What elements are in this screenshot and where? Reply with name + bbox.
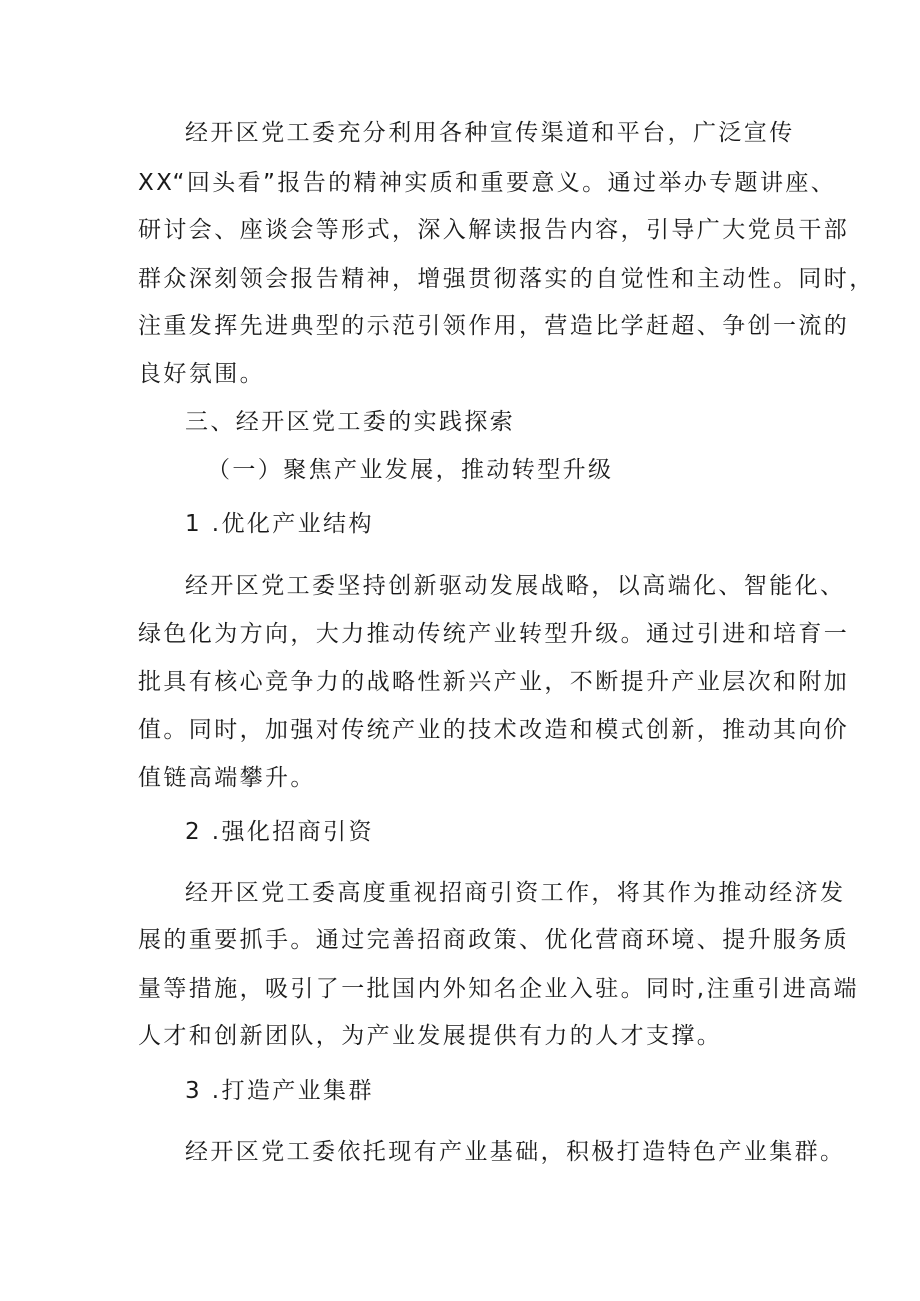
paragraph-line: 人才和创新团队，为产业发展提供有力的人才支撑。 — [138, 1023, 723, 1049]
paragraph-line: 良好氛围。 — [138, 361, 265, 387]
paragraph-line: 经开区党工委坚持创新驱动发展战略，以高端化、智能化、 — [185, 573, 846, 599]
paragraph-line: 注重发挥先进典型的示范引领作用，营造比学赶超、争创一流的 — [138, 313, 850, 339]
paragraph-line: 群众深刻领会报告精神，增强贯彻落实的自觉性和主动性。同时， — [138, 266, 875, 292]
item-heading: 1 .优化产业结构 — [185, 511, 374, 537]
paragraph-line: 经开区党工委高度重视招商引资工作，将其作为推动经济发 — [185, 880, 846, 906]
paragraph-line: 量等措施，吸引了一批国内外知名企业入驻。同时,注重引进高端 — [138, 976, 859, 1002]
paragraph-line: XX“回头看”报告的精神实质和重要意义。通过举办专题讲座、 — [138, 170, 837, 196]
paragraph-line: 值链高端攀升。 — [138, 765, 316, 791]
item-heading: 3 .打造产业集群 — [185, 1078, 374, 1104]
section-heading: 三、经开区党工委的实践探索 — [185, 409, 516, 435]
paragraph-line: 批具有核心竞争力的战略性新兴产业，不断提升产业层次和附加 — [138, 669, 850, 695]
paragraph-line: 研讨会、座谈会等形式，深入解读报告内容，引导广大党员干部 — [138, 217, 850, 243]
subsection-heading: （一）聚焦产业发展，推动转型升级 — [207, 457, 614, 483]
paragraph-line: 绿色化为方向，大力推动传统产业转型升级。通过引进和培育一 — [138, 621, 850, 647]
paragraph-line: 经开区党工委依托现有产业基础，积极打造特色产业集群。 — [185, 1139, 846, 1165]
paragraph-line: 展的重要抓手。通过完善招商政策、优化营商环境、提升服务质 — [138, 927, 850, 953]
paragraph-line: 经开区党工委充分利用各种宣传渠道和平台，广泛宣传 — [185, 120, 795, 146]
item-heading: 2 .强化招商引资 — [185, 819, 374, 845]
paragraph-line: 值。同时，加强对传统产业的技术改造和模式创新，推动其向价 — [138, 717, 850, 743]
